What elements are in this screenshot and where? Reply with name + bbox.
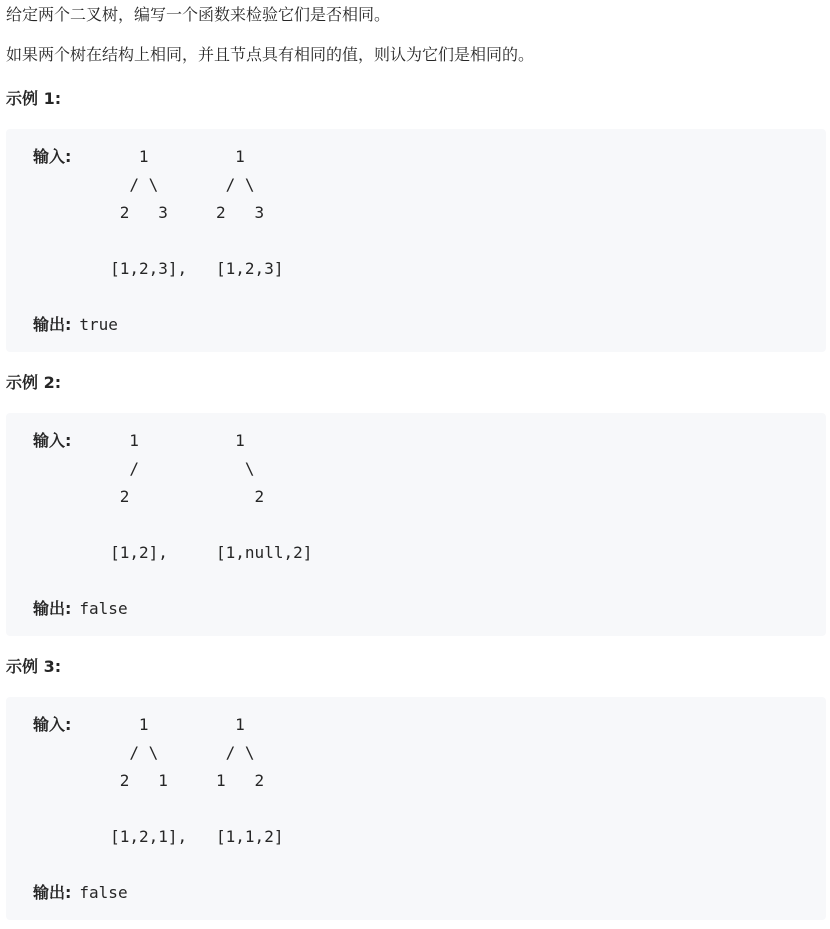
example-2-input-label: 输入: bbox=[33, 431, 72, 450]
example-1-heading: 示例 1: bbox=[6, 89, 62, 108]
example-1-code-block bbox=[6, 129, 826, 352]
example-1-tree-line-2: / \ / \ bbox=[33, 175, 255, 194]
example-2-code-block bbox=[6, 413, 826, 636]
example-2-tree-line-1: 1 1 bbox=[71, 431, 245, 450]
problem-description-line-2: 如果两个树在结构上相同，并且节点具有相同的值，则认为它们是相同的。 bbox=[6, 45, 535, 64]
example-3-input-label: 输入: bbox=[33, 715, 72, 734]
example-3-tree-line-1: 1 1 bbox=[71, 715, 245, 734]
example-1-tree-line-3: 2 3 2 3 bbox=[33, 203, 265, 222]
example-1-array-line: [1,2,3], [1,2,3] bbox=[33, 259, 284, 278]
example-2-array-line: [1,2], [1,null,2] bbox=[33, 543, 313, 562]
example-2-heading: 示例 2: bbox=[6, 373, 62, 392]
example-2-output-value: false bbox=[79, 599, 128, 618]
example-3-output-label: 输出: bbox=[33, 883, 72, 902]
example-2-output-label: 输出: bbox=[33, 599, 72, 618]
example-1-tree-line-1: 1 1 bbox=[71, 147, 245, 166]
example-3-array-line: [1,2,1], [1,1,2] bbox=[33, 827, 284, 846]
example-3-output-value: false bbox=[79, 883, 128, 902]
example-1-output-label: 输出: bbox=[33, 315, 72, 334]
problem-description-line-1: 给定两个二叉树，编写一个函数来检验它们是否相同。 bbox=[6, 5, 391, 24]
example-1-input-label: 输入: bbox=[33, 147, 72, 166]
example-3-code-block bbox=[6, 697, 826, 920]
example-3-tree-line-3: 2 1 1 2 bbox=[33, 771, 265, 790]
example-3-tree-line-2: / \ / \ bbox=[33, 743, 255, 762]
example-2-tree-line-3: 2 2 bbox=[33, 487, 265, 506]
example-1-output-value: true bbox=[79, 315, 118, 334]
example-3-heading: 示例 3: bbox=[6, 657, 62, 676]
example-2-tree-line-2: / \ bbox=[33, 459, 255, 478]
